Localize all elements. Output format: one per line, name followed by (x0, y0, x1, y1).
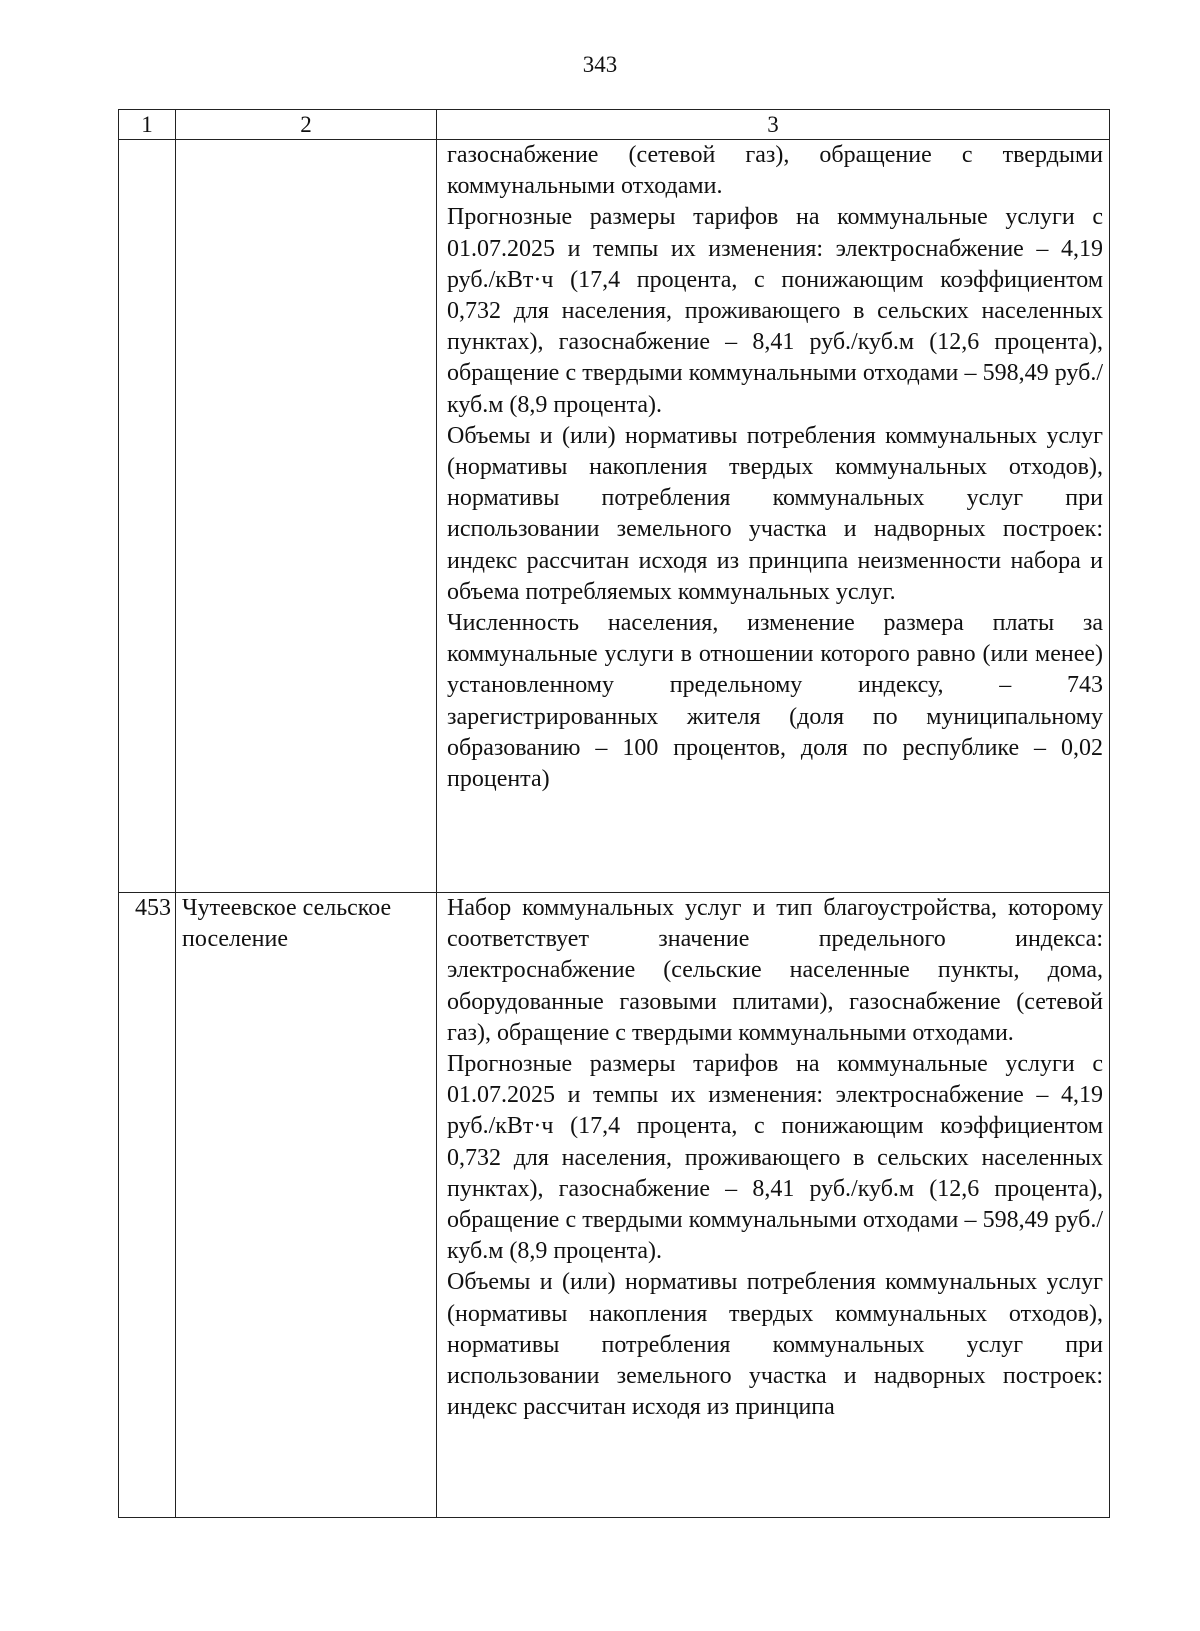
header-col-1: 1 (119, 110, 176, 140)
paragraph: Прогнозные размеры тарифов на коммунальные услуги с 01.07.2025 и темпы их изменения: электроснабжение – 4,19 руб./кВт·ч (17,4 процента, с понижающим коэффициентом 0,732 для населения, проживающего в сельских населенных пунктах), газоснабжение – 8,41 руб./куб.м (12,6 процента), обращение с твердыми коммунальными отходами – 598,49 руб./куб.м (8,9 процента). (447, 1051, 1103, 1265)
tariff-table (118, 109, 1110, 1518)
row-number (119, 140, 176, 893)
municipality-name: Чутеевское сельское поселение (176, 893, 437, 1518)
row-number: 453 (119, 893, 176, 1518)
paragraph: Набор коммунальных услуг и тип благоустройства, которому соответствует значение предельного индекса: электроснабжение (сельские населенные пункты, дома, оборудованные газовыми плитами), газоснабжение (сетевой газ), обращение с твердыми коммунальными отходами. (447, 895, 1103, 1046)
paragraph: газоснабжение (сетевой газ), обращение с твердыми коммунальными отходами. (447, 142, 1103, 200)
row-description (437, 140, 1110, 893)
paragraph: Объемы и (или) нормативы потребления коммунальных услуг (нормативы накопления твердых коммунальных отходов), нормативы потребления коммунальных услуг при использовании земельного участка и надворных построек: индекс рассчитан исходя из принципа (447, 1269, 1103, 1421)
table-row (119, 893, 1110, 1518)
paragraph: Прогнозные размеры тарифов на коммунальные услуги с 01.07.2025 и темпы их изменения: электроснабжение – 4,19 руб./кВт·ч (17,4 процента, с понижающим коэффициентом 0,732 для населения, проживающего в сельских населенных пунктах), газоснабжение – 8,41 руб./куб.м (12,6 процента), обращение с твердыми коммунальными отходами – 598,49 руб./куб.м (8,9 процента). (447, 204, 1103, 418)
paragraph: Численность населения, изменение размера платы за коммунальные услуги в отношении которого равно (или менее) установленному предельному индексу, – 743 зарегистрированных жителя (доля по муниципальному образованию – 100 процентов, доля по республике – 0,02 процента) (447, 610, 1103, 793)
table-header-row (119, 110, 1110, 140)
row-description (437, 893, 1110, 1518)
page-number: 343 (582, 52, 618, 77)
table-row (119, 140, 1110, 893)
header-col-3: 3 (437, 110, 1110, 140)
paragraph: Объемы и (или) нормативы потребления коммунальных услуг (нормативы накопления твердых коммунальных отходов), нормативы потребления коммунальных услуг при использовании земельного участка и надворных построек: индекс рассчитан исходя из принципа неизменности набора и объема потребляемых коммунальных услуг. (447, 422, 1103, 605)
header-col-2: 2 (176, 110, 437, 140)
municipality-name (176, 140, 437, 893)
